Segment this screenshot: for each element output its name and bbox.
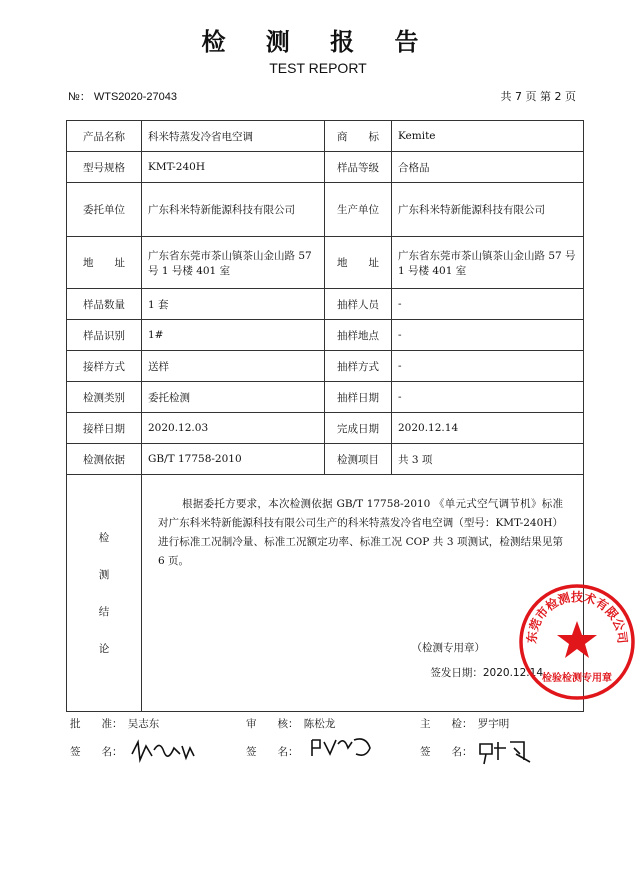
row-value: 广东科米特新能源科技有限公司 xyxy=(392,183,584,237)
row-value: 1 套 xyxy=(142,289,325,320)
row-value: 广东省东莞市茶山镇茶山金山路 57 号 1 号楼 401 室 xyxy=(392,237,584,289)
report-number: №： WTS2020-27043 xyxy=(68,91,178,103)
reviewer: 审 核： 陈松龙 xyxy=(246,718,336,730)
row-label: 地 址 xyxy=(67,237,142,289)
row-label: 委托单位 xyxy=(67,183,142,237)
inspector-signature xyxy=(476,736,536,766)
reviewer-sign-label: 签 名： xyxy=(246,746,299,758)
svg-text:检验检测专用章: 检验检测专用章 xyxy=(542,673,612,684)
table-row xyxy=(67,183,584,237)
row-value: GB/T 17758-2010 xyxy=(142,444,325,475)
approver: 批 准： 吴志东 xyxy=(70,718,160,730)
row-value: - xyxy=(392,351,584,382)
table-row xyxy=(67,351,584,382)
row-label: 商 标 xyxy=(325,121,392,152)
row-label: 生产单位 xyxy=(325,183,392,237)
conclusion-label: 检 测 结 论 xyxy=(67,475,142,712)
page-count: 共 7 页 第 2 页 xyxy=(500,90,576,103)
row-value: - xyxy=(392,320,584,351)
row-label: 抽样地点 xyxy=(325,320,392,351)
row-value: 1# xyxy=(142,320,325,351)
svg-text:东莞市检测技术有限公司: 东莞市检测技术有限公司 xyxy=(524,589,630,645)
row-value: 2020.12.14 xyxy=(392,413,584,444)
row-label: 样品数量 xyxy=(67,289,142,320)
row-label: 抽样人员 xyxy=(325,289,392,320)
table-row xyxy=(67,444,584,475)
row-value: - xyxy=(392,289,584,320)
row-label: 检测项目 xyxy=(325,444,392,475)
approver-signature xyxy=(128,736,198,766)
row-value: 共 3 项 xyxy=(392,444,584,475)
conclusion-text: 根据委托方要求，本次检测依据 GB/T 17758-2010 《单元式空气调节机》标准对广东科米特新能源科技有限公司生产的科米特蒸发冷省电空调（型号：KMT-240H）进行标准工况制冷量、标准工况额定功率、标准工况 COP 共 3 项测试，检测结果见第 6 页。 xyxy=(158,498,563,567)
row-label: 完成日期 xyxy=(325,413,392,444)
stamp-note: （检测专用章） xyxy=(411,642,485,654)
conclusion-row xyxy=(67,475,584,712)
inspector-sign-label: 签 名： xyxy=(420,746,473,758)
row-value: - xyxy=(392,382,584,413)
main-inspector: 主 检： 罗宇明 xyxy=(420,718,510,730)
row-label: 接样方式 xyxy=(67,351,142,382)
table-row xyxy=(67,320,584,351)
table-row xyxy=(67,121,584,152)
row-value: 广东科米特新能源科技有限公司 xyxy=(142,183,325,237)
conclusion-content xyxy=(142,475,630,712)
table-row xyxy=(67,152,584,183)
table-row xyxy=(67,237,584,289)
row-label: 样品等级 xyxy=(325,152,392,183)
row-label: 抽样方式 xyxy=(325,351,392,382)
row-value: Kemite xyxy=(392,121,584,152)
row-value: 2020.12.03 xyxy=(142,413,325,444)
row-value: 送样 xyxy=(142,351,325,382)
row-value: 科米特蒸发冷省电空调 xyxy=(142,121,325,152)
row-value: 广东省东莞市茶山镇茶山金山路 57 号 1 号楼 401 室 xyxy=(142,237,325,289)
table-row xyxy=(67,289,584,320)
row-label: 检测类别 xyxy=(67,382,142,413)
report-info-table xyxy=(66,120,630,712)
page-title: 检 测 报 告 xyxy=(201,28,435,56)
row-label: 产品名称 xyxy=(67,121,142,152)
row-label: 检测依据 xyxy=(67,444,142,475)
row-label: 接样日期 xyxy=(67,413,142,444)
approver-sign-label: 签 名： xyxy=(70,746,123,758)
row-label: 抽样日期 xyxy=(325,382,392,413)
table-row xyxy=(67,382,584,413)
row-label: 地 址 xyxy=(325,237,392,289)
row-value: 合格品 xyxy=(392,152,584,183)
sign-date: 签发日期：2020.12.14 xyxy=(430,667,543,679)
table-row xyxy=(67,413,584,444)
row-label: 样品识别 xyxy=(67,320,142,351)
row-value: KMT-240H xyxy=(142,152,325,183)
page-subtitle: TEST REPORT xyxy=(269,60,367,76)
row-label: 型号规格 xyxy=(67,152,142,183)
row-value: 委托检测 xyxy=(142,382,325,413)
official-seal xyxy=(518,583,636,701)
reviewer-signature xyxy=(308,734,378,760)
